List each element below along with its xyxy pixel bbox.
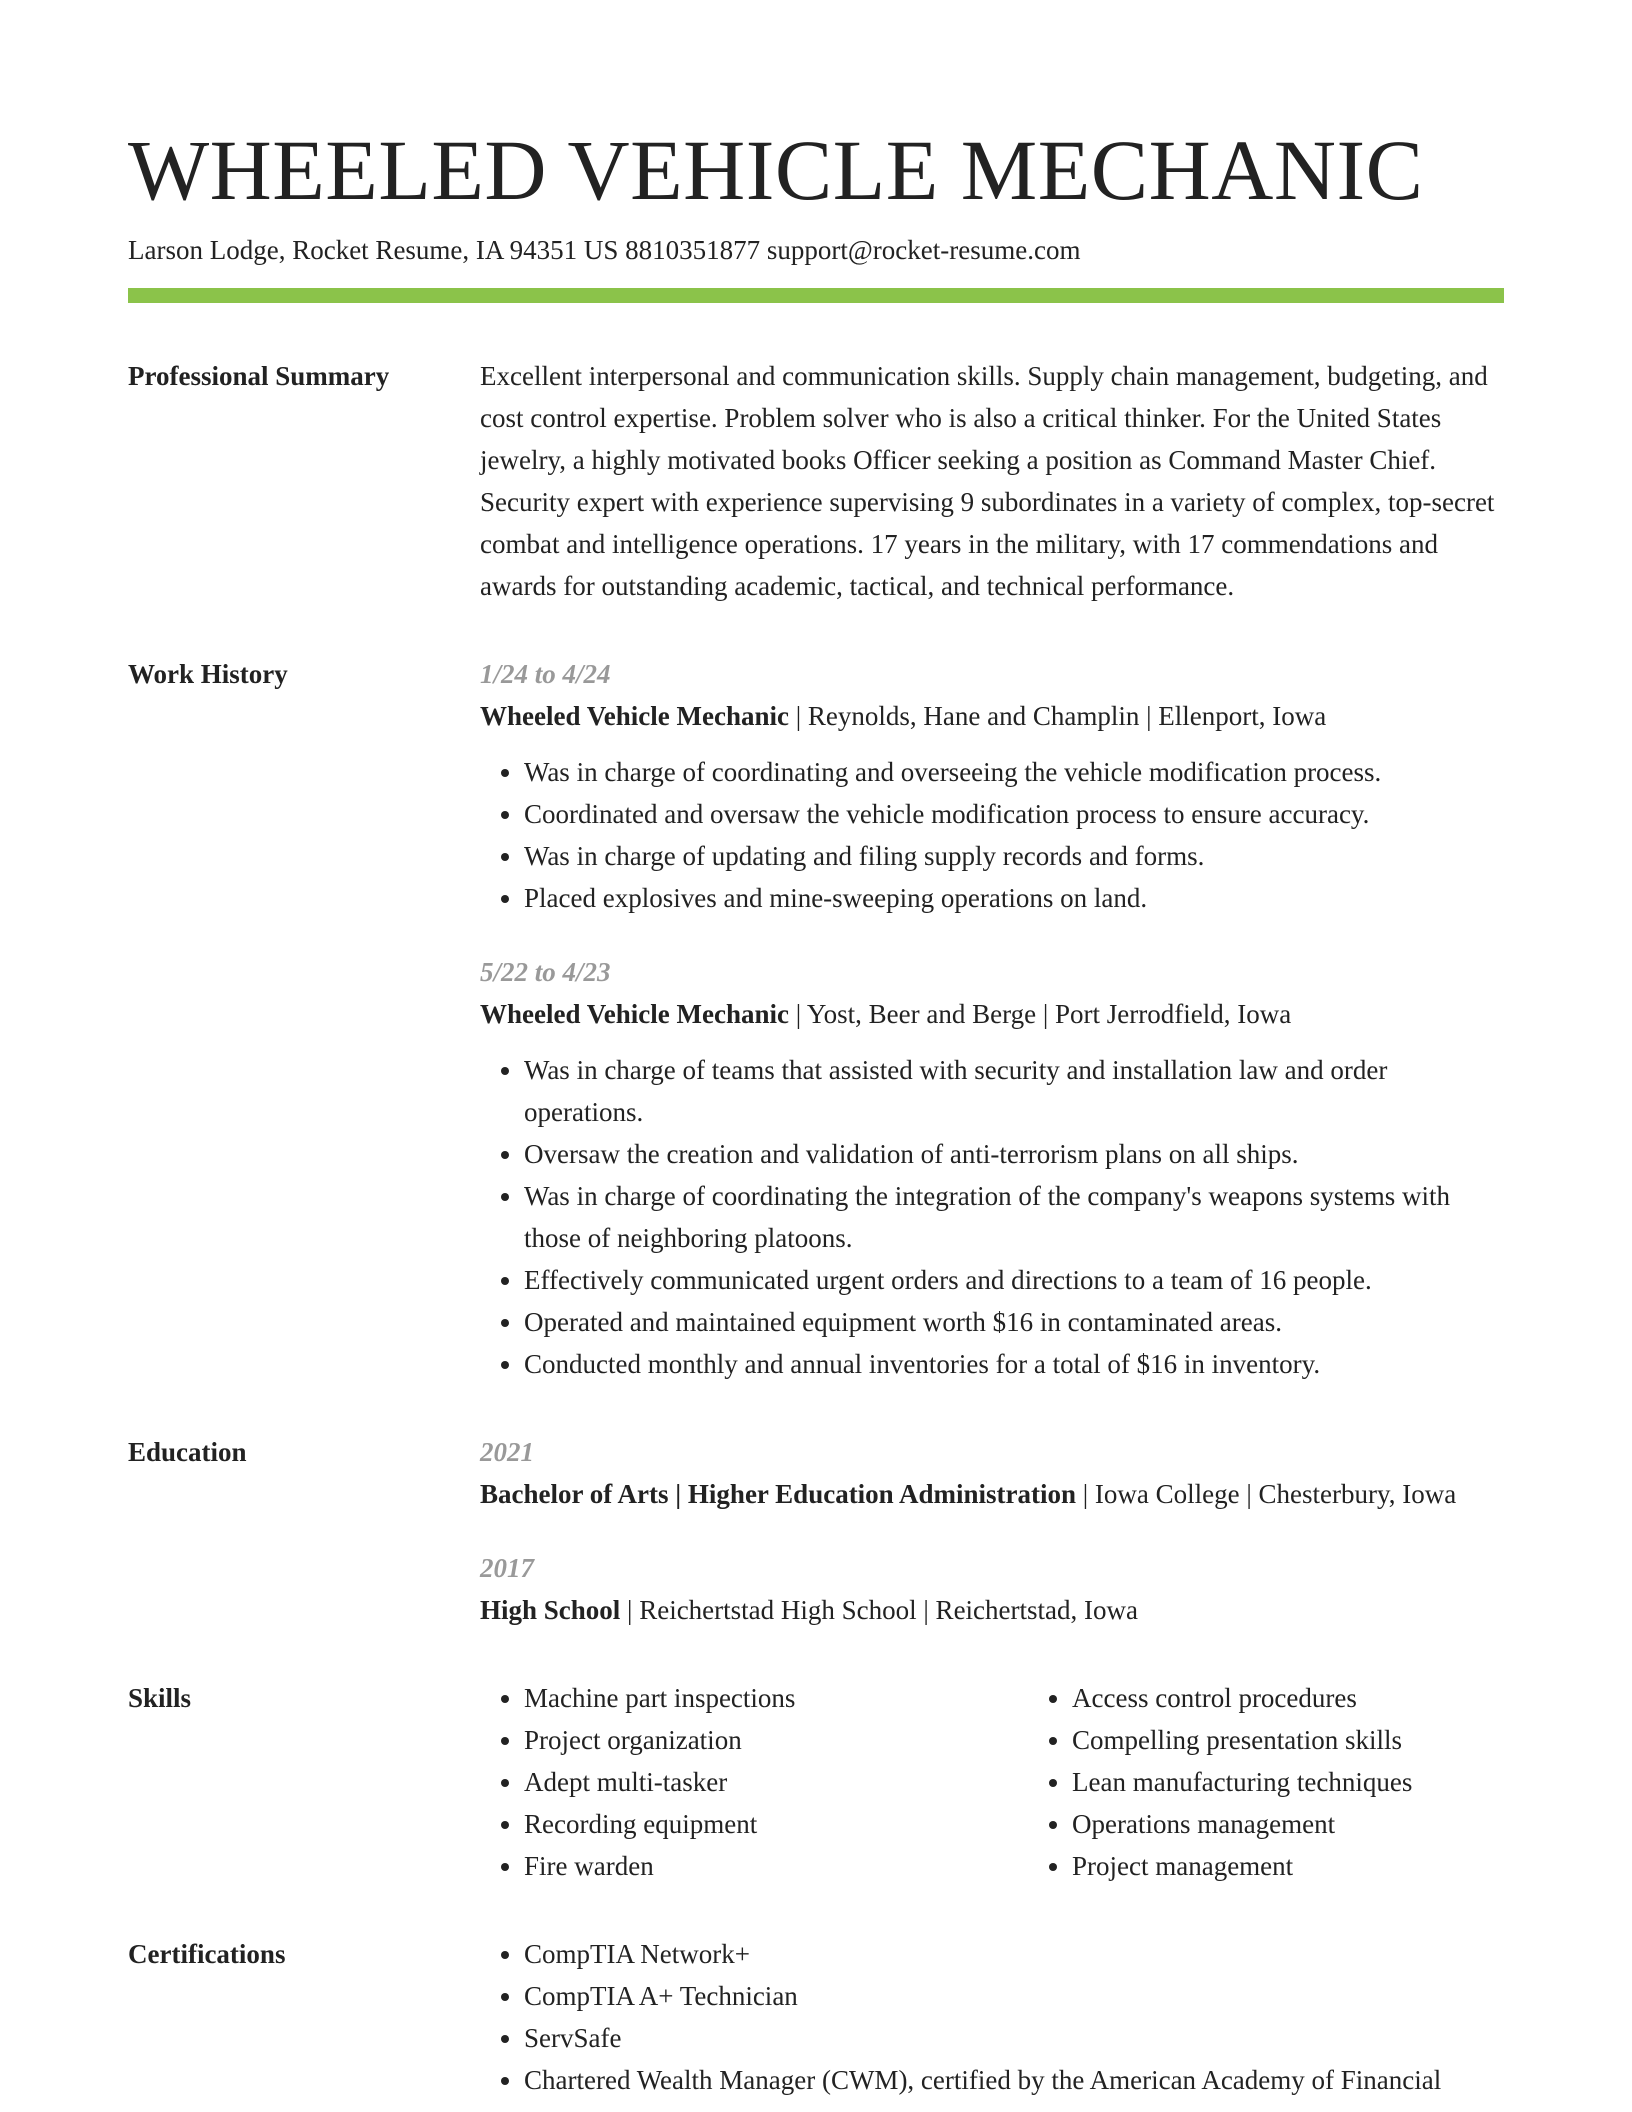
job-title: Wheeled Vehicle Mechanic: [480, 999, 789, 1029]
list-item: • Project organization: [524, 1719, 1028, 1761]
list-item: • Was in charge of coordinating the integration of the company's weapons systems with those of neighboring platoons.: [524, 1175, 1504, 1259]
list-item: • Access control procedures: [1072, 1677, 1576, 1719]
job-details: | Reynolds, Hane and Champlin | Ellenport, Iowa: [788, 701, 1327, 731]
section-certifications: [128, 1933, 1504, 2101]
list-item: • Machine part inspections: [524, 1677, 1028, 1719]
job-dates: 5/22 to 4/23: [480, 957, 611, 987]
list-item: • Was in charge of coordinating and overseeing the vehicle modification process.: [524, 751, 1504, 793]
job-role: [480, 695, 1504, 737]
list-item: • ServSafe: [524, 2017, 1504, 2059]
section-label-education: Education: [128, 1437, 247, 1467]
section-work-history: [128, 653, 1504, 1385]
list-item: • CompTIA Network+: [524, 1933, 1504, 1975]
list-item: • Compelling presentation skills: [1072, 1719, 1576, 1761]
education-year: 2021: [480, 1437, 534, 1467]
education-entry: [480, 1547, 1504, 1631]
education-degree: [480, 1473, 1504, 1515]
list-item: • Conducted monthly and annual inventories for a total of $16 in inventory.: [524, 1343, 1504, 1385]
job-entry: [480, 653, 1504, 919]
degree-title: Bachelor of Arts | Higher Education Administration: [480, 1479, 1076, 1509]
section-label-skills: Skills: [128, 1683, 192, 1713]
header-divider: [128, 288, 1504, 303]
section-label-work: Work History: [128, 659, 288, 689]
list-item: • Chartered Wealth Manager (CWM), certified by the American Academy of Financial: [524, 2059, 1504, 2101]
section-education: [128, 1431, 1504, 1631]
job-bullets: [480, 751, 1504, 919]
job-bullets: [480, 1049, 1504, 1385]
list-item: • Operations management: [1072, 1803, 1576, 1845]
education-year: 2017: [480, 1553, 534, 1583]
job-title: Wheeled Vehicle Mechanic: [480, 701, 789, 731]
list-item: • Placed explosives and mine-sweeping operations on land.: [524, 877, 1504, 919]
degree-title: High School: [480, 1595, 621, 1625]
contact-line: Larson Lodge, Rocket Resume, IA 94351 US 8810351877 support@rocket-resume.com: [128, 235, 1081, 265]
list-item: • Oversaw the creation and validation of anti-terrorism plans on all ships.: [524, 1133, 1504, 1175]
list-item: • Recording equipment: [524, 1803, 1028, 1845]
list-item: • Adept multi-tasker: [524, 1761, 1028, 1803]
job-entry: [480, 951, 1504, 1385]
skills-right-list: [1028, 1677, 1576, 1887]
degree-details: | Iowa College | Chesterbury, Iowa: [1075, 1479, 1457, 1509]
list-item: • Effectively communicated urgent orders and directions to a team of 16 people.: [524, 1259, 1504, 1301]
resume-name: WHEELED VEHICLE MECHANIC: [128, 122, 1424, 218]
list-item: • Was in charge of updating and filing supply records and forms.: [524, 835, 1504, 877]
section-label-certifications: Certifications: [128, 1939, 286, 1969]
education-entry: [480, 1431, 1504, 1515]
resume-page: [128, 120, 1504, 2101]
section-label-summary: Professional Summary: [128, 361, 390, 391]
education-degree: [480, 1589, 1504, 1631]
job-role: [480, 993, 1504, 1035]
certifications-list: [480, 1933, 1504, 2101]
list-item: • CompTIA A+ Technician: [524, 1975, 1504, 2017]
job-details: | Yost, Beer and Berge | Port Jerrodfield, Iowa: [788, 999, 1292, 1029]
list-item: • Coordinated and oversaw the vehicle modification process to ensure accuracy.: [524, 793, 1504, 835]
list-item: • Fire warden: [524, 1845, 1028, 1887]
job-dates: 1/24 to 4/24: [480, 659, 611, 689]
skills-left-list: [480, 1677, 1028, 1887]
list-item: • Lean manufacturing techniques: [1072, 1761, 1576, 1803]
degree-details: | Reichertstad High School | Reichertstad, Iowa: [620, 1595, 1138, 1625]
list-item: • Operated and maintained equipment worth $16 in contaminated areas.: [524, 1301, 1504, 1343]
summary-text: Excellent interpersonal and communication skills. Supply chain management, budgeting, and cost control expertise. Problem solver who is also a critical thinker. For the United States jewelry, a highly motivated books Officer seeking a position as Command Master Chief. Security expert with experience supervising 9 subordinates in a variety of complex, top-secret combat and intelligence operations. 17 years in the military, with 17 commendations and awards for outstanding academic, tactical, and technical performance.: [480, 361, 1495, 601]
section-skills: [128, 1677, 1504, 1887]
list-item: • Project management: [1072, 1845, 1576, 1887]
section-summary: [128, 355, 1504, 607]
list-item: • Was in charge of teams that assisted with security and installation law and order operations.: [524, 1049, 1504, 1133]
